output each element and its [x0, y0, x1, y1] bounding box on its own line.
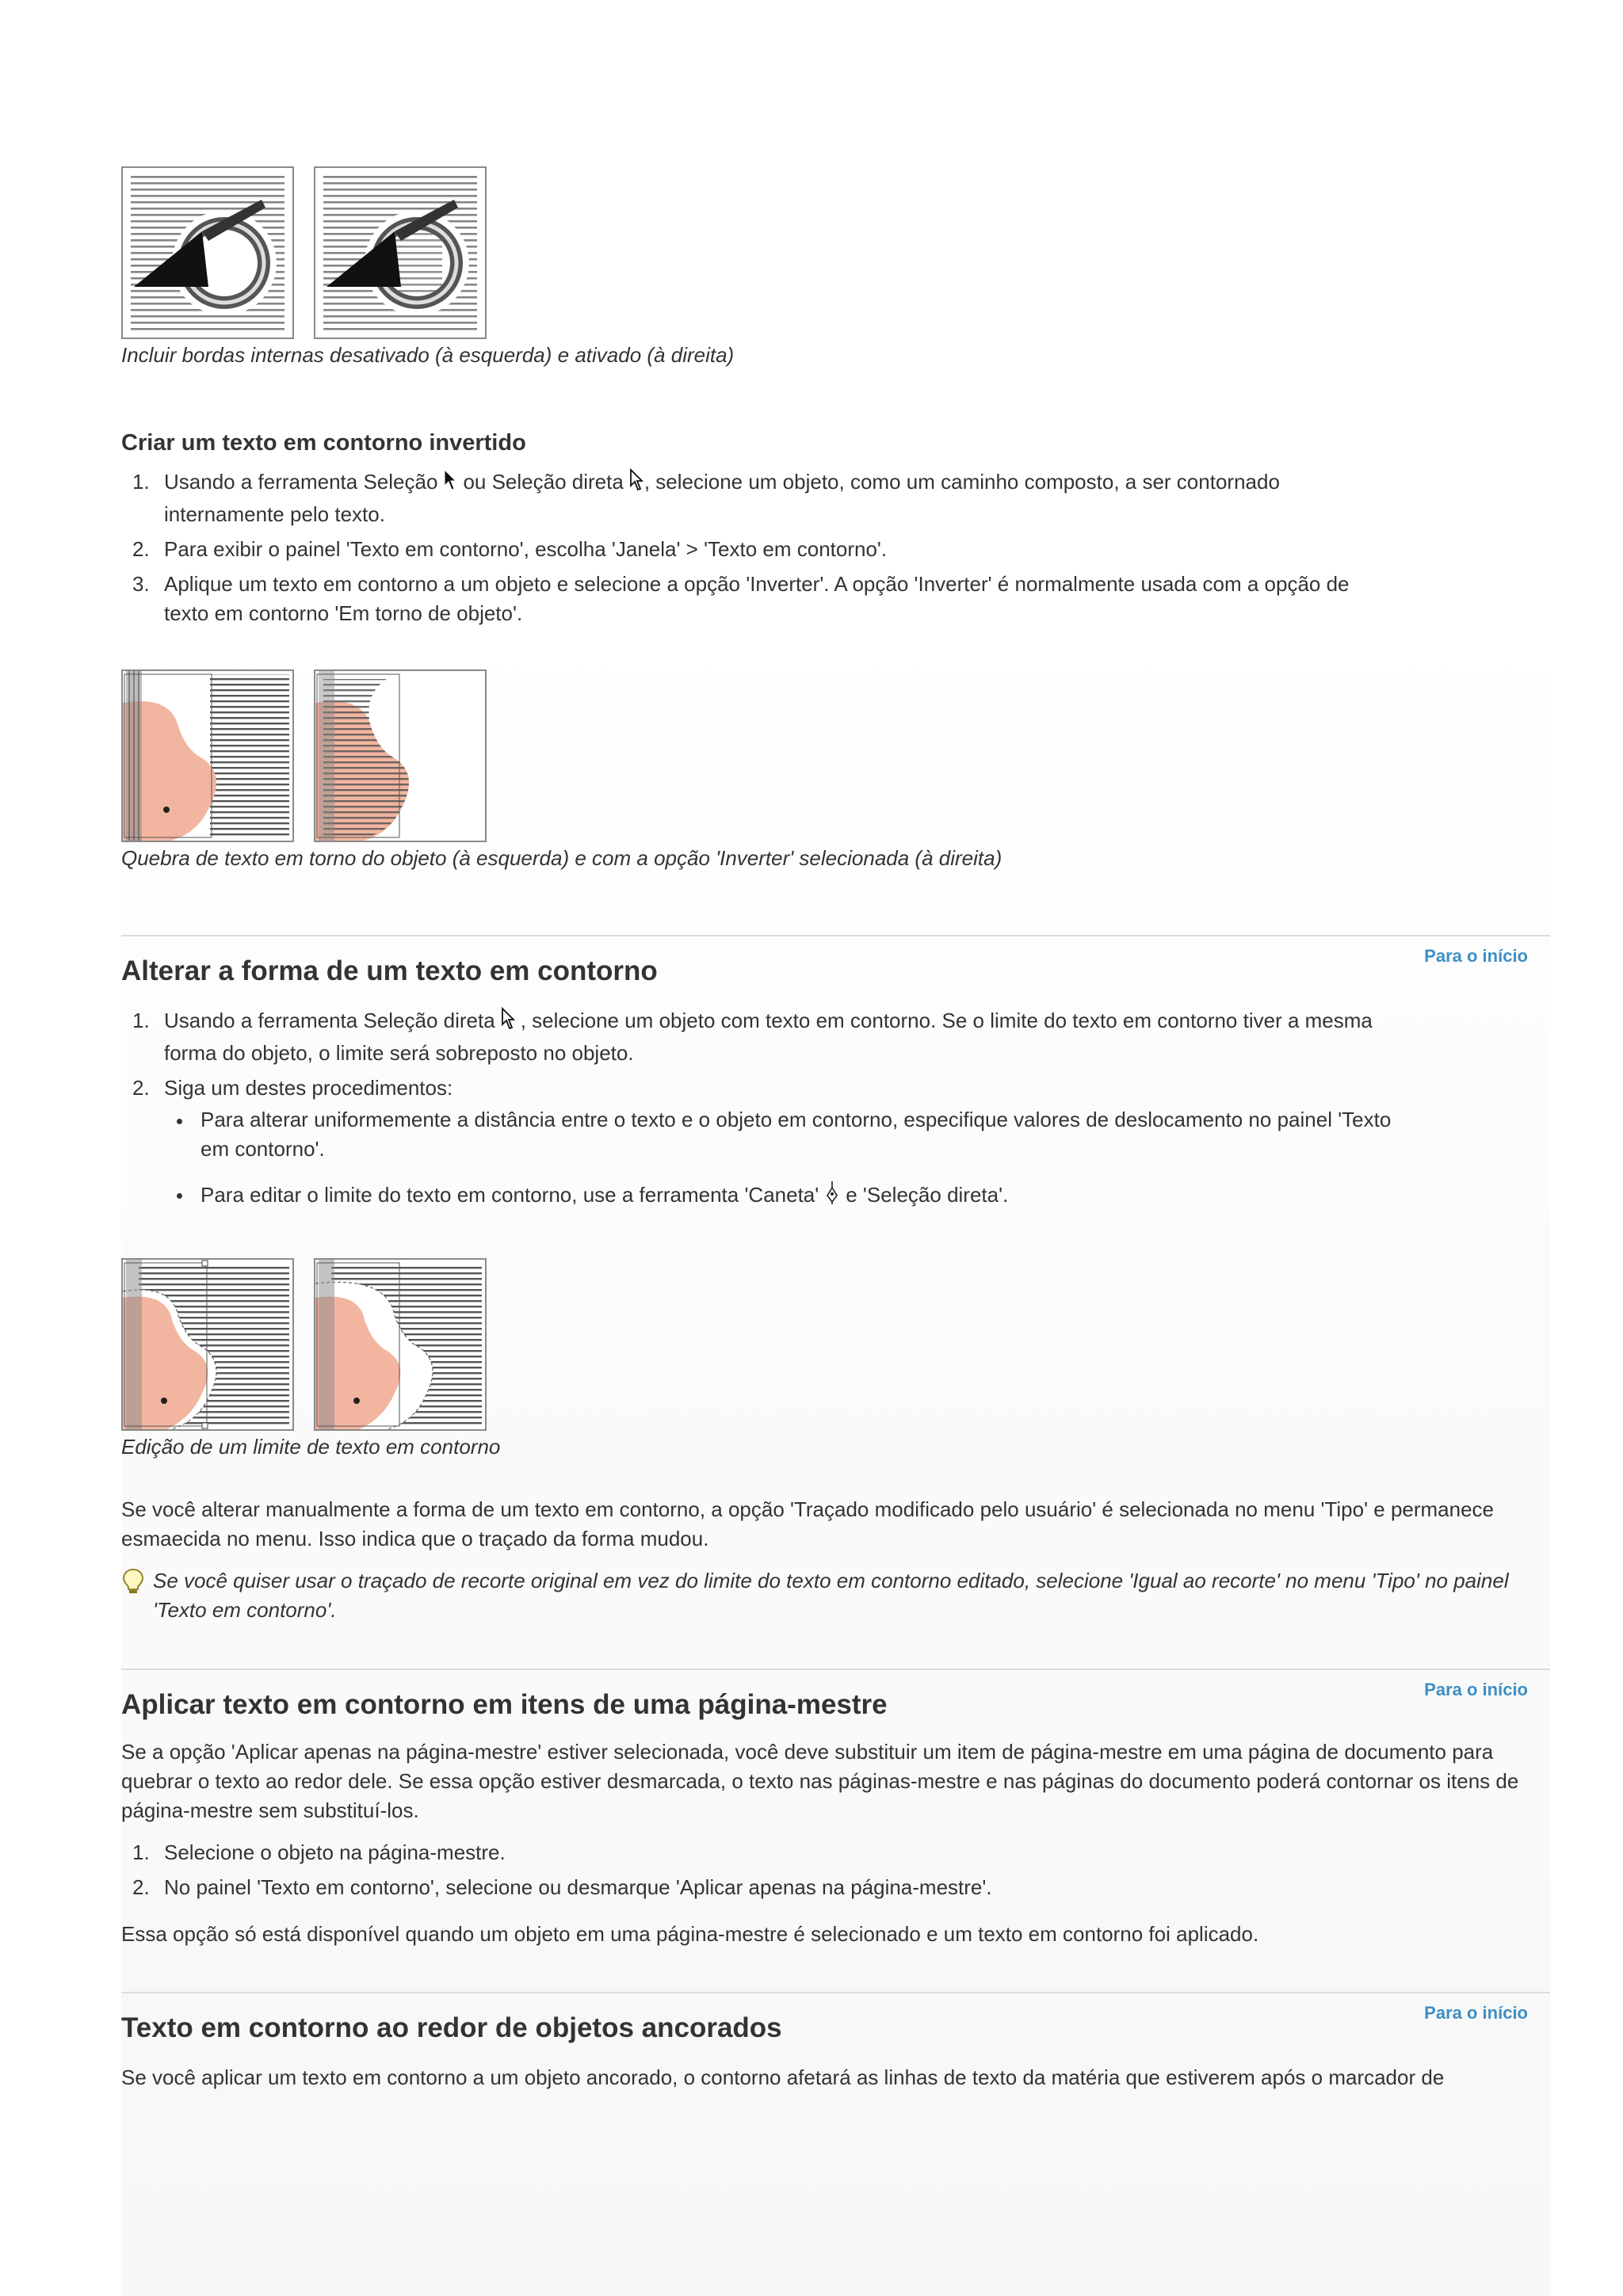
- figure-edit-boundary-right: [314, 1258, 487, 1431]
- back-to-top-link[interactable]: Para o início: [1424, 1680, 1528, 1699]
- list-item: [121, 1873, 1413, 1902]
- bullet-text: Para alterar uniformemente a distância entre o texto e o objeto em contorno, especifique valores de deslocamento no painel 'Texto em contorno'.: [200, 1108, 1392, 1161]
- list-item: [121, 1105, 1413, 1164]
- direct-selection-arrow-icon: [500, 1007, 516, 1039]
- figure-caption-edit-boundary: Edição de um limite de texto em contorno: [121, 1435, 501, 1459]
- list-item: [121, 1180, 1413, 1213]
- paragraph-modified-path: Se você alterar manualmente a forma de um texto em contorno, a opção 'Traçado modificado pelo usuário' é selecionada no menu 'Tipo' e permanece esmaecida no menu. Isso indica que o traçado da forma mudou.: [121, 1497, 1495, 1550]
- direct-selection-arrow-icon: [628, 468, 644, 500]
- bullet-text: Para editar o limite do texto em contorno, use a ferramenta 'Caneta': [200, 1183, 819, 1207]
- bullet-text: e 'Seleção direta'.: [846, 1183, 1009, 1207]
- step-text: Selecione o objeto na página-mestre.: [164, 1840, 506, 1864]
- section-divider: [121, 935, 1550, 936]
- list-item: [121, 1838, 1413, 1867]
- back-to-top-link[interactable]: Para o início: [1424, 946, 1528, 966]
- figure-horn-left: [121, 166, 294, 339]
- figure-guitar-invert: [314, 669, 487, 842]
- section-divider: [121, 1992, 1550, 1993]
- list-item: [121, 1074, 1413, 1103]
- figure-guitar-wrap-around: [121, 669, 294, 842]
- section-title-change-shape: Alterar a forma de um texto em contorno: [121, 955, 658, 986]
- pen-tool-icon: [823, 1180, 841, 1213]
- list-item: [121, 535, 1389, 564]
- steps-change-shape: [121, 1006, 1413, 1108]
- section-divider: [121, 1669, 1550, 1670]
- step-text: , selecione um objeto, como um caminho composto, a ser contornado internamente pelo texto.: [164, 470, 1280, 526]
- document-page: [121, 0, 1550, 2296]
- step-text: , selecione um objeto com texto em contorno. Se o limite do texto em contorno tiver a mesma forma do objeto, o limite será sobreposto no objeto.: [164, 1009, 1373, 1065]
- paragraph-anchored: Se você aplicar um texto em contorno a um objeto ancorado, o contorno afetará as linhas de texto da matéria que estiverem após o marcador de: [121, 2065, 1445, 2089]
- back-to-top-link[interactable]: Para o início: [1424, 2003, 1528, 2023]
- step-text: Siga um destes procedimentos:: [164, 1076, 453, 1100]
- steps-master-page: [121, 1838, 1413, 1908]
- bullets-change-shape: [121, 1105, 1413, 1229]
- subsection-title-inverted-wrap: Criar um texto em contorno invertido: [121, 430, 526, 456]
- list-item: [121, 570, 1389, 628]
- lightbulb-icon: [121, 1568, 145, 1599]
- step-number: 1.: [132, 1840, 150, 1864]
- figure-caption-invert: Quebra de texto em torno do objeto (à esquerda) e com a opção 'Inverter' selecionada (à direita): [121, 846, 1002, 870]
- tip-text: Se você quiser usar o traçado de recorte original em vez do limite do texto em contorno editado, selecione 'Igual ao recorte' no menu 'Tipo' no painel 'Texto em contorno'.: [153, 1569, 1509, 1622]
- step-text: Para exibir o painel 'Texto em contorno', escolha 'Janela' > 'Texto em contorno'.: [164, 537, 888, 561]
- step-text: ou Seleção direta: [463, 470, 624, 494]
- step-number: 2.: [132, 537, 150, 561]
- tip-note: [121, 1566, 1550, 1625]
- section-title-master-page: Aplicar texto em contorno em itens de uma página-mestre: [121, 1689, 888, 1720]
- figure-caption-inner-edges: Incluir bordas internas desativado (à esquerda) e ativado (à direita): [121, 343, 735, 367]
- figure-horn-right: [314, 166, 487, 339]
- list-item: [121, 1006, 1413, 1068]
- step-number: 2.: [132, 1875, 150, 1899]
- step-text: Usando a ferramenta Seleção: [164, 470, 438, 494]
- step-text: Aplique um texto em contorno a um objeto e selecione a opção 'Inverter'. A opção 'Inverter' é normalmente usada com a opção de texto em contorno 'Em torno de objeto'.: [164, 572, 1350, 625]
- section-title-anchored: Texto em contorno ao redor de objetos ancorados: [121, 2012, 782, 2043]
- figure-edit-boundary-left: [121, 1258, 294, 1431]
- steps-inverted-wrap: [121, 467, 1389, 634]
- step-number: 1.: [132, 1009, 150, 1032]
- selection-arrow-icon: [442, 468, 458, 500]
- list-item: [121, 467, 1389, 529]
- step-number: 1.: [132, 470, 150, 494]
- step-number: 2.: [132, 1076, 150, 1100]
- paragraph-master-page: Se a opção 'Aplicar apenas na página-mestre' estiver selecionada, você deve substituir um item de página-mestre em uma página de documento para quebrar o texto ao redor dele. Se essa opção estiver desmarcada, o texto nas páginas-mestre e nas páginas do documento poderá contornar os itens de página-mestre sem substituí-los.: [121, 1740, 1519, 1822]
- paragraph-master-note: Essa opção só está disponível quando um objeto em uma página-mestre é selecionado e um texto em contorno foi aplicado.: [121, 1922, 1259, 1946]
- bullet-icon: [177, 1119, 182, 1124]
- step-text: Usando a ferramenta Seleção direta: [164, 1009, 495, 1032]
- step-text: No painel 'Texto em contorno', selecione ou desmarque 'Aplicar apenas na página-mestre'.: [164, 1875, 992, 1899]
- step-number: 3.: [132, 572, 150, 596]
- bullet-icon: [177, 1193, 182, 1199]
